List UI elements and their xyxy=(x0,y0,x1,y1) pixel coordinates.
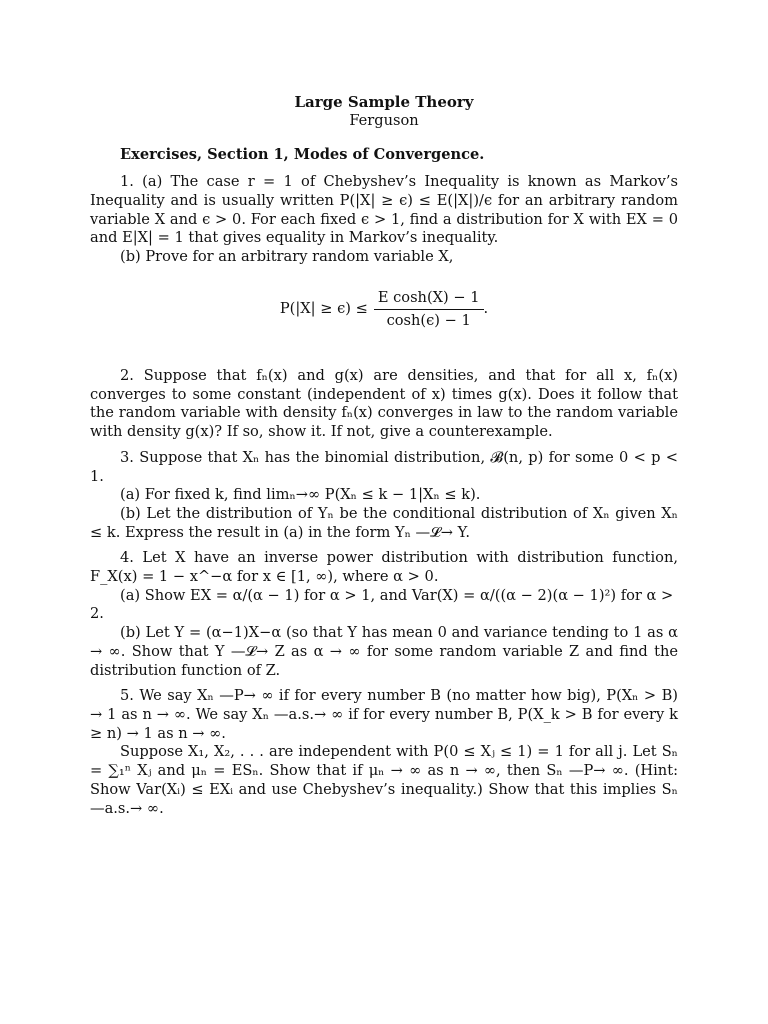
exercise-3-intro: 3. Suppose that Xₙ has the binomial distribution, 𝓑(n, p) for some 0 < p < 1. xyxy=(90,448,678,485)
exercise-5 xyxy=(90,687,678,818)
exercise-3 xyxy=(90,449,678,543)
exercise-4-intro: 4. Let X have an inverse power distribution with distribution function, F_X(x) = 1 − x^−α for x ∈ [1, ∞), where α > 0. xyxy=(90,549,678,586)
exercise-5-problem: Suppose X₁, X₂, . . . are independent with P(0 ≤ Xⱼ ≤ 1) = 1 for all j. Let Sₙ = ∑₁ⁿ Xⱼ and μₙ = ESₙ. Show that if μₙ → ∞ as n → ∞, then Sₙ —P→ ∞. (Hint: Show Var(Xᵢ) ≤ EXᵢ and use Chebyshev’s inequality.) Show that this implies Sₙ —a.s.→ ∞. xyxy=(90,743,678,817)
display-formula xyxy=(90,289,678,331)
exercise-1b-text: (b) Prove for an arbitrary random variable X, xyxy=(120,247,454,265)
formula-period: . xyxy=(483,300,489,318)
exercise-1 xyxy=(90,173,678,331)
formula-lhs: P(|X| ≥ ϵ) ≤ xyxy=(279,300,368,318)
document-author: Ferguson xyxy=(349,111,419,129)
section-heading: Exercises, Section 1, Modes of Convergence. xyxy=(120,146,485,164)
exercise-4 xyxy=(90,549,678,680)
formula-numerator: E cosh(X) − 1 xyxy=(374,289,484,311)
document-body xyxy=(90,93,678,818)
exercise-3a-text: (a) For fixed k, find limₙ→∞ P(Xₙ ≤ k − 1|Xₙ ≤ k). xyxy=(120,486,481,504)
document-title: Large Sample Theory xyxy=(294,93,474,111)
formula-denominator: cosh(ϵ) − 1 xyxy=(386,312,471,330)
exercise-3b-text: (b) Let the distribution of Yₙ be the conditional distribution of Xₙ given Xₙ ≤ k. Express the result in (a) in the form Yₙ —𝓛→ Y. xyxy=(90,504,678,541)
exercise-5-definitions: 5. We say Xₙ —P→ ∞ if for every number B (no matter how big), P(Xₙ > B) → 1 as n → ∞. We say Xₙ —a.s.→ ∞ if for every number B, P(X_k > B for every k ≥ n) → 1 as n → ∞. xyxy=(90,687,678,742)
exercise-4b-text: (b) Let Y = (α−1)X−α (so that Y has mean 0 and variance tending to 1 as α → ∞. Show that Y —𝓛→ Z as α → ∞ for some random variable Z and find the distribution function of Z. xyxy=(90,624,678,679)
exercise-4a-text: (a) Show EX = α/(α − 1) for α > 1, and Var(X) = α/((α − 2)(α − 1)²) for α > 2. xyxy=(90,586,674,623)
exercise-1a-text: 1. (a) The case r = 1 of Chebyshev’s Inequality is known as Markov’s Inequality and is usually written P(|X| ≥ ϵ) ≤ E(|X|)/ϵ for an arbitrary random variable X and ϵ > 0. For each fixed ϵ > 1, find a distribution for X with EX = 0 and E|X| = 1 that gives equality in Markov’s inequality. xyxy=(90,173,678,247)
exercise-2-text: 2. Suppose that fₙ(x) and g(x) are densities, and that for all x, fₙ(x) converges to some constant (independent of x) times g(x). Does it follow that the random variable with density fₙ(x) converges in law to the random variable with density g(x)? If so, show it. If not, give a counterexample. xyxy=(90,367,678,441)
formula-fraction xyxy=(374,289,484,331)
exercise-2 xyxy=(90,367,678,442)
